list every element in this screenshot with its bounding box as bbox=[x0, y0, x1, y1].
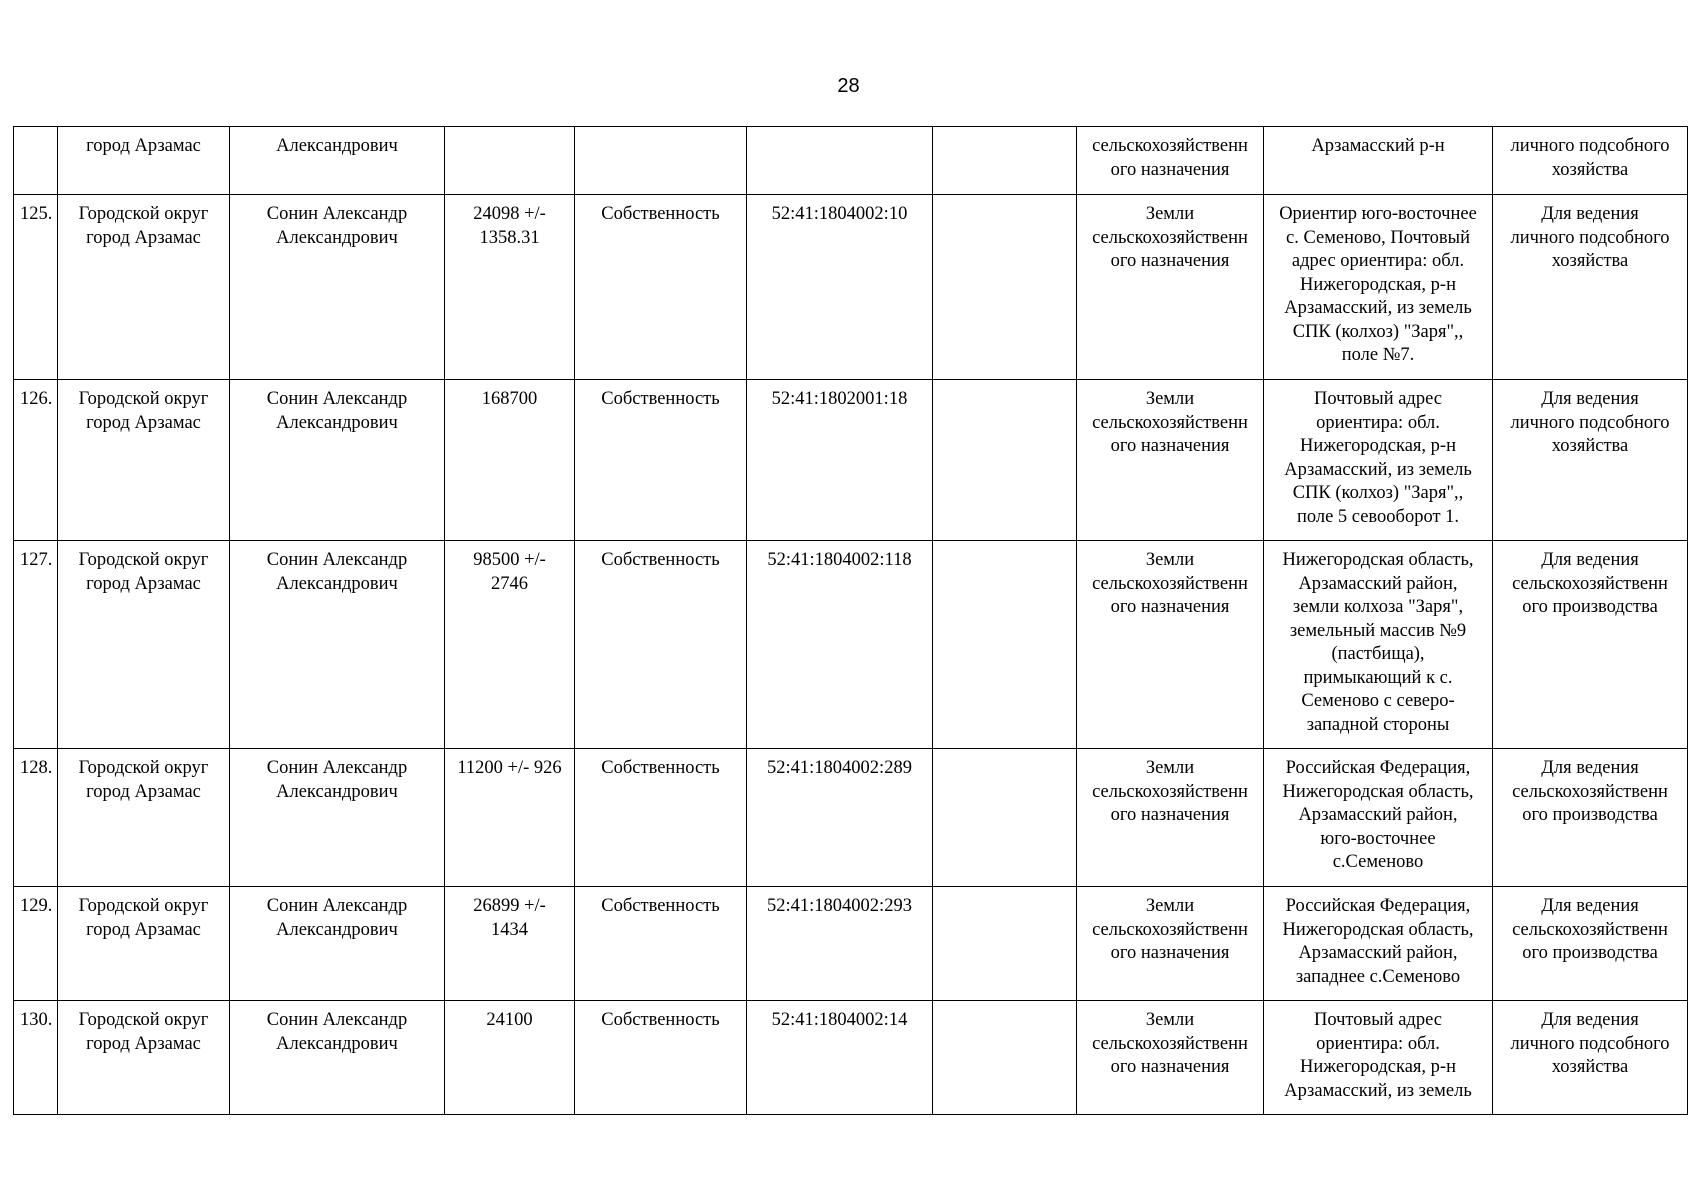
land-registry-table bbox=[13, 126, 1688, 1115]
right-type-cell: Собственность bbox=[575, 887, 747, 1001]
land-category-cell: Земли сельскохозяйственн ого назначения bbox=[1077, 749, 1264, 887]
municipality-cell: Городской округ город Арзамас bbox=[58, 887, 230, 1001]
row-number-cell: 127. bbox=[14, 541, 58, 749]
right-type-cell bbox=[575, 127, 747, 195]
address-cell: Российская Федерация, Нижегородская область, Арзамасский район, юго-восточнее с.Семеново bbox=[1264, 749, 1493, 887]
empty-cell bbox=[933, 127, 1077, 195]
area-cell: 24100 bbox=[445, 1001, 575, 1115]
empty-cell bbox=[933, 195, 1077, 380]
table-row bbox=[14, 195, 1688, 380]
land-category-cell: сельскохозяйственн ого назначения bbox=[1077, 127, 1264, 195]
land-category-cell: Земли сельскохозяйственн ого назначения bbox=[1077, 380, 1264, 541]
owner-cell: Сонин Александр Александрович bbox=[230, 1001, 445, 1115]
permitted-use-cell: личного подсобного хозяйства bbox=[1493, 127, 1688, 195]
table-row bbox=[14, 749, 1688, 887]
table-row bbox=[14, 380, 1688, 541]
address-cell: Почтовый адрес ориентира: обл. Нижегородская, р-н Арзамасский, из земель bbox=[1264, 1001, 1493, 1115]
empty-cell bbox=[933, 749, 1077, 887]
cadastral-number-cell bbox=[747, 127, 933, 195]
row-number-cell: 126. bbox=[14, 380, 58, 541]
right-type-cell: Собственность bbox=[575, 380, 747, 541]
permitted-use-cell: Для ведения личного подсобного хозяйства bbox=[1493, 195, 1688, 380]
row-number-cell bbox=[14, 127, 58, 195]
table-row bbox=[14, 887, 1688, 1001]
area-cell: 26899 +/- 1434 bbox=[445, 887, 575, 1001]
address-cell: Российская Федерация, Нижегородская область, Арзамасский район, западнее с.Семеново bbox=[1264, 887, 1493, 1001]
permitted-use-cell: Для ведения сельскохозяйственн ого производства bbox=[1493, 887, 1688, 1001]
empty-cell bbox=[933, 541, 1077, 749]
municipality-cell: Городской округ город Арзамас bbox=[58, 195, 230, 380]
right-type-cell: Собственность bbox=[575, 749, 747, 887]
municipality-cell: город Арзамас bbox=[58, 127, 230, 195]
owner-cell: Сонин Александр Александрович bbox=[230, 195, 445, 380]
empty-cell bbox=[933, 887, 1077, 1001]
permitted-use-cell: Для ведения личного подсобного хозяйства bbox=[1493, 380, 1688, 541]
permitted-use-cell: Для ведения личного подсобного хозяйства bbox=[1493, 1001, 1688, 1115]
cadastral-number-cell: 52:41:1804002:293 bbox=[747, 887, 933, 1001]
municipality-cell: Городской округ город Арзамас bbox=[58, 749, 230, 887]
area-cell: 168700 bbox=[445, 380, 575, 541]
address-cell: Почтовый адрес ориентира: обл. Нижегородская, р-н Арзамасский, из земель СПК (колхоз) "Заря",, поле 5 севооборот 1. bbox=[1264, 380, 1493, 541]
area-cell: 11200 +/- 926 bbox=[445, 749, 575, 887]
row-number-cell: 129. bbox=[14, 887, 58, 1001]
municipality-cell: Городской округ город Арзамас bbox=[58, 1001, 230, 1115]
cadastral-number-cell: 52:41:1804002:118 bbox=[747, 541, 933, 749]
cadastral-number-cell: 52:41:1804002:14 bbox=[747, 1001, 933, 1115]
address-cell: Арзамасский р-н bbox=[1264, 127, 1493, 195]
row-number-cell: 128. bbox=[14, 749, 58, 887]
owner-cell: Сонин Александр Александрович bbox=[230, 380, 445, 541]
permitted-use-cell: Для ведения сельскохозяйственн ого производства bbox=[1493, 749, 1688, 887]
area-cell: 98500 +/- 2746 bbox=[445, 541, 575, 749]
land-category-cell: Земли сельскохозяйственн ого назначения bbox=[1077, 195, 1264, 380]
owner-cell: Сонин Александр Александрович bbox=[230, 887, 445, 1001]
land-category-cell: Земли сельскохозяйственн ого назначения bbox=[1077, 541, 1264, 749]
empty-cell bbox=[933, 380, 1077, 541]
cadastral-number-cell: 52:41:1804002:289 bbox=[747, 749, 933, 887]
owner-cell: Сонин Александр Александрович bbox=[230, 749, 445, 887]
address-cell: Ориентир юго-восточнее с. Семеново, Почтовый адрес ориентира: обл. Нижегородская, р-н Арзамасский, из земель СПК (колхоз) "Заря",, поле №7. bbox=[1264, 195, 1493, 380]
municipality-cell: Городской округ город Арзамас bbox=[58, 380, 230, 541]
empty-cell bbox=[933, 1001, 1077, 1115]
row-number-cell: 130. bbox=[14, 1001, 58, 1115]
table-row bbox=[14, 127, 1688, 195]
municipality-cell: Городской округ город Арзамас bbox=[58, 541, 230, 749]
land-category-cell: Земли сельскохозяйственн ого назначения bbox=[1077, 887, 1264, 1001]
table-row bbox=[14, 541, 1688, 749]
permitted-use-cell: Для ведения сельскохозяйственн ого производства bbox=[1493, 541, 1688, 749]
page-number: 28 bbox=[837, 75, 860, 97]
right-type-cell: Собственность bbox=[575, 541, 747, 749]
area-cell bbox=[445, 127, 575, 195]
cadastral-number-cell: 52:41:1802001:18 bbox=[747, 380, 933, 541]
owner-cell: Сонин Александр Александрович bbox=[230, 541, 445, 749]
row-number-cell: 125. bbox=[14, 195, 58, 380]
right-type-cell: Собственность bbox=[575, 195, 747, 380]
cadastral-number-cell: 52:41:1804002:10 bbox=[747, 195, 933, 380]
table-row bbox=[14, 1001, 1688, 1115]
area-cell: 24098 +/- 1358.31 bbox=[445, 195, 575, 380]
address-cell: Нижегородская область, Арзамасский район, земли колхоза "Заря", земельный массив №9 (пастбища), примыкающий к с. Семеново с северо- западной стороны bbox=[1264, 541, 1493, 749]
land-category-cell: Земли сельскохозяйственн ого назначения bbox=[1077, 1001, 1264, 1115]
right-type-cell: Собственность bbox=[575, 1001, 747, 1115]
owner-cell: Александрович bbox=[230, 127, 445, 195]
